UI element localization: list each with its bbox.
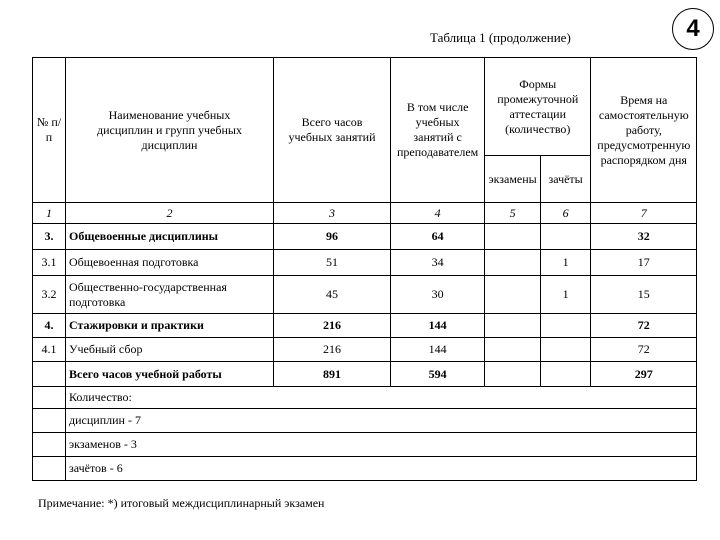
row-exams (485, 224, 541, 250)
curriculum-table (32, 57, 697, 481)
row-credits: 1 (540, 276, 590, 314)
row-name: Стажировки и практики (66, 314, 274, 338)
row-num: 3. (33, 224, 66, 250)
row-with-teacher: 144 (391, 338, 485, 362)
row-with-teacher: 594 (391, 362, 485, 387)
summary-row (33, 457, 697, 481)
row-total: 45 (274, 276, 391, 314)
header-exams: экзамены (485, 156, 541, 203)
summary-disciplines: дисциплин - 7 (66, 409, 697, 433)
header-total-hours: Всего часов учебных занятий (274, 58, 391, 203)
summary-title: Количество: (66, 387, 697, 409)
summary-num-cell (33, 433, 66, 457)
table-row (33, 224, 697, 250)
row-num: 3.2 (33, 276, 66, 314)
row-self: 17 (591, 250, 697, 276)
col-number: 5 (485, 203, 541, 224)
summary-num-cell (33, 457, 66, 481)
table-row (33, 276, 697, 314)
row-num (33, 362, 66, 387)
row-exams (485, 338, 541, 362)
table-row (33, 338, 697, 362)
header-attestation-forms: Формы промежуточной аттестации (количество) (485, 58, 591, 156)
table-row (33, 250, 697, 276)
page-number-badge: 4 (672, 8, 714, 50)
row-credits (540, 314, 590, 338)
row-with-teacher: 144 (391, 314, 485, 338)
row-self: 15 (591, 276, 697, 314)
row-total: 216 (274, 338, 391, 362)
table-row (33, 314, 697, 338)
col-number: 4 (391, 203, 485, 224)
row-exams (485, 250, 541, 276)
table-caption: Таблица 1 (продолжение) (430, 30, 571, 45)
row-self: 32 (591, 224, 697, 250)
summary-num-cell (33, 387, 66, 409)
col-number: 6 (540, 203, 590, 224)
row-self: 297 (591, 362, 697, 387)
summary-exams: экзаменов - 3 (66, 433, 697, 457)
header-credits: зачёты (540, 156, 590, 203)
row-name: Общевоенные дисциплины (66, 224, 274, 250)
header-name: Наименование учебных дисциплин и групп учебных дисциплин (66, 58, 274, 203)
row-with-teacher: 30 (391, 276, 485, 314)
row-with-teacher: 64 (391, 224, 485, 250)
row-exams (485, 276, 541, 314)
col-number: 7 (591, 203, 697, 224)
row-total: 891 (274, 362, 391, 387)
row-name: Всего часов учебной работы (66, 362, 274, 387)
row-self: 72 (591, 314, 697, 338)
header-with-teacher: В том числе учебных занятий с преподавателем (391, 58, 485, 203)
footnote: Примечание: *) итоговый междисциплинарный экзамен (38, 496, 325, 510)
header-num: № п/п (33, 58, 66, 203)
col-number: 1 (33, 203, 66, 224)
header-self-study: Время на самостоятельную работу, предусмотренную распорядком дня (591, 58, 697, 203)
summary-row (33, 409, 697, 433)
summary-row (33, 433, 697, 457)
row-num: 4. (33, 314, 66, 338)
col-number: 2 (66, 203, 274, 224)
row-name: Учебный сбор (66, 338, 274, 362)
summary-credits: зачётов - 6 (66, 457, 697, 481)
row-name: Общественно-государственная подготовка (66, 276, 274, 314)
row-exams (485, 314, 541, 338)
row-total: 51 (274, 250, 391, 276)
row-with-teacher: 34 (391, 250, 485, 276)
row-name: Общевоенная подготовка (66, 250, 274, 276)
row-credits (540, 338, 590, 362)
col-number: 3 (274, 203, 391, 224)
row-self: 72 (591, 338, 697, 362)
table-row-total (33, 362, 697, 387)
row-credits: 1 (540, 250, 590, 276)
row-credits (540, 224, 590, 250)
summary-num-cell (33, 409, 66, 433)
row-exams (485, 362, 541, 387)
row-num: 4.1 (33, 338, 66, 362)
row-total: 216 (274, 314, 391, 338)
row-total: 96 (274, 224, 391, 250)
summary-row (33, 387, 697, 409)
row-credits (540, 362, 590, 387)
row-num: 3.1 (33, 250, 66, 276)
